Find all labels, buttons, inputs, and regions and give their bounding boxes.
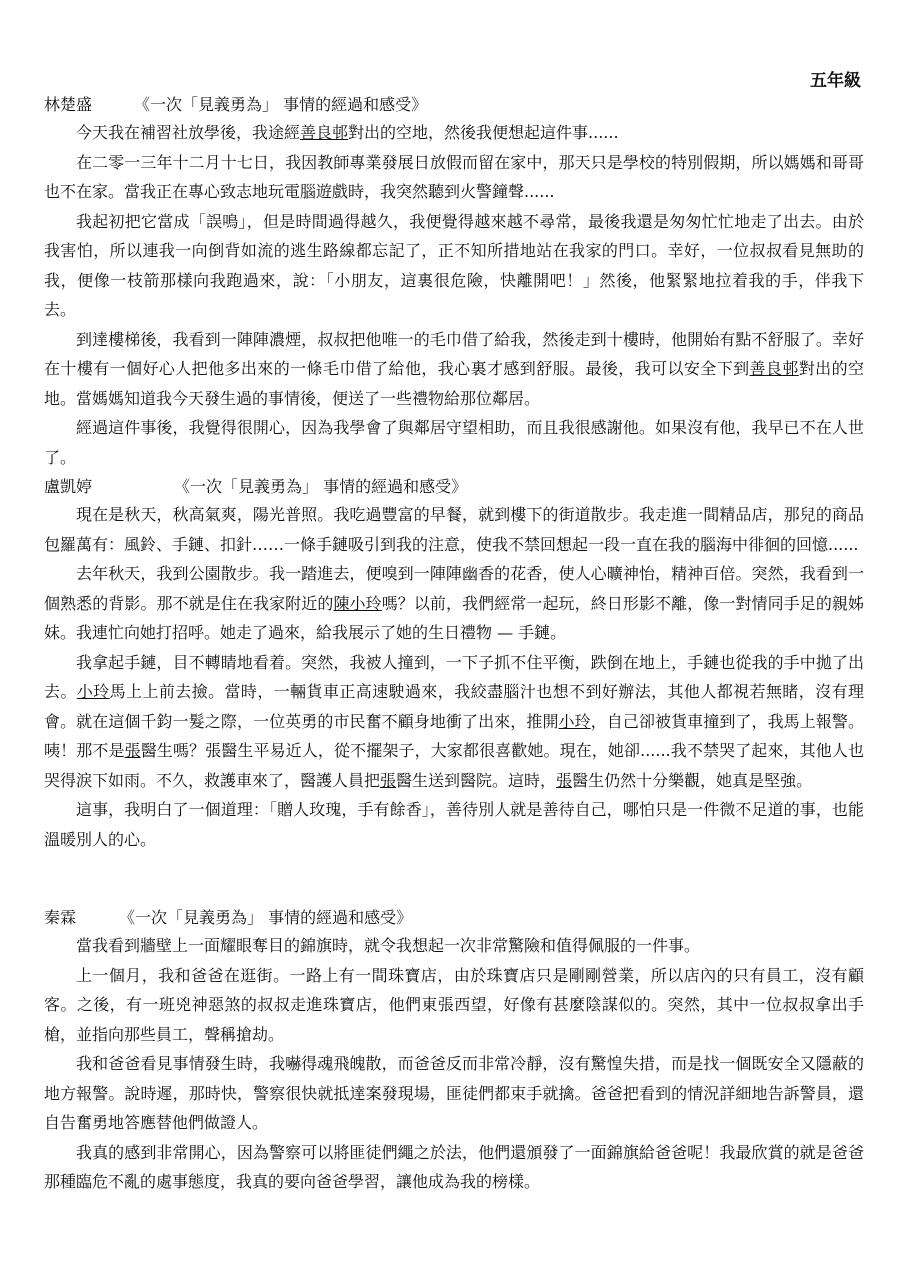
- text-run: 對出的空地。當媽媽知道我今天發生過的事情後，便送了一些禮物給那位鄰居。: [44, 359, 864, 408]
- text-run: 上一個月，我和爸爸在逛街。一路上有一間珠寶店，由於珠寶店只是剛剛營業，所以店內的只有員工，沒有顧客。之後，有一班兇神惡煞的叔叔走進珠寶店，他們東張西望，好像有甚麼陰謀似的。突然，其中一位叔叔拿出手槍，並指向那些員工，聲稱搶劫。: [44, 965, 864, 1044]
- text-run: 我起初把它當成「誤鳴」，但是時間過得越久，我便覺得越來越不尋常，最後我還是匆匆忙忙地走了出去。由於我害怕，所以連我一向倒背如流的逃生路線都忘記了，正不知所措地站在我家的門口。幸好，一位叔叔看見無助的我，便像一枝箭那樣向我跑過來，說：「小朋友，這裏很危險，快離開吧！」然後，他緊緊地拉着我的手，伴我下去。: [44, 211, 864, 319]
- underlined-name: 陳小玲: [333, 593, 382, 613]
- essay-title: 《一次「見義勇為」 事情的經過和感受》: [119, 908, 413, 927]
- paragraph: [44, 559, 864, 648]
- author-name: 盧凱婷: [44, 477, 93, 496]
- underlined-name: 善良邨: [749, 359, 799, 378]
- essay-3: [44, 905, 864, 1197]
- essay-header: [44, 474, 864, 500]
- essay-2: [44, 474, 864, 854]
- paragraph: [44, 148, 864, 207]
- underlined-name: 張: [380, 770, 397, 790]
- paragraph: [44, 118, 864, 148]
- text-run: 對出的空地，然後我便想起這件事......: [348, 123, 619, 142]
- text-run: 現在是秋天，秋高氣爽，陽光普照。我吃過豐富的早餐，就到樓下的街道散步。我走進一間精品店，那兒的商品包羅萬有：風鈴、手鏈、扣針……一條手鏈吸引到我的注意，使我不禁回想起一段一直在我的腦海中徘徊的回憶......: [44, 505, 864, 554]
- text-run: 經過這件事後，我覺得很開心，因為我學會了與鄰居守望相助，而且我很感謝他。如果沒有他，我早已不在人世了。: [44, 418, 864, 467]
- text-run: 醫生仍然十分樂觀，她真是堅強。: [572, 770, 813, 790]
- text-run: 到達樓梯後，我看到一陣陣濃煙，叔叔把他唯一的毛巾借了給我，然後走到十樓時，他開始有點不舒服了。幸好在十樓有一個好心人把他多出來的一條毛巾借了給他，我心裏才感到舒服。最後，我可以安全下到: [44, 329, 864, 378]
- essay-header: [44, 905, 864, 931]
- text-run: ，自己卻被貨車撞到了，我馬上報警。咦！那不是: [44, 711, 864, 760]
- paragraph: [44, 207, 864, 325]
- paragraph: [44, 500, 864, 559]
- paragraph: [44, 931, 864, 961]
- essay-body: [44, 931, 864, 1197]
- essay-1: [44, 92, 864, 472]
- essay-title: 《一次「見義勇為」 事情的經過和感受》: [174, 477, 468, 496]
- essay-header: [44, 92, 864, 118]
- text-run: 我真的感到非常開心，因為警察可以將匪徒們繩之於法，他們還頒發了一面錦旗給爸爸呢！我最欣賞的就是爸爸那種臨危不亂的處事態度，我真的要向爸爸學習，讓他成為我的榜樣。: [44, 1142, 864, 1191]
- text-run: 今天我在補習社放學後，我途經: [76, 123, 301, 142]
- essay-title: 《一次「見義勇為」 事情的經過和感受》: [134, 95, 428, 114]
- text-run: 醫生送到醫院。這時，: [396, 770, 557, 790]
- text-run: 馬上上前去撿。當時，一輛貨車正高速駛過來，我絞盡腦汁也想不到好辦法，其他人都視若無睹，沒有理會。就在這個千鈞一髮之際，一位英勇的市民奮不顧身地衝了出來，推開: [44, 682, 864, 731]
- paragraph: [44, 413, 864, 472]
- paragraph: [44, 648, 864, 796]
- essay-body: [44, 500, 864, 854]
- text-run: 當我看到牆壁上一面耀眼奪目的錦旗時，就令我想起一次非常驚險和值得佩服的一件事。: [76, 936, 701, 955]
- text-run: 去年秋天，我到公園散步。我一踏進去，便嗅到一陣陣幽香的花香，使人心曠神怡，精神百倍。突然，我看到一個熟悉的背影。那不就是住在我家附近的: [44, 564, 864, 613]
- paragraph: [44, 961, 864, 1050]
- essay-body: [44, 118, 864, 472]
- paragraph: [44, 325, 864, 414]
- author-name: 秦霖: [44, 908, 77, 927]
- text-run: 醫生嗎？張醫生平易近人，從不擺架子，大家都很喜歡她。現在，她卻......我不禁哭了起來，其他人也哭得淚下如雨。不久，救護車來了，醫護人員把: [44, 741, 864, 790]
- text-run: 我和爸爸看見事情發生時，我嚇得魂飛魄散，而爸爸反而非常冷靜，沒有驚惶失措，而是找一個既安全又隱蔽的地方報警。說時遲，那時快，警察很快就抵達案發現場，匪徒們都束手就擒。爸爸把看到的情況詳細地告訴警員，還自告奮勇地答應替他們做證人。: [44, 1054, 864, 1132]
- paragraph: [44, 1138, 864, 1197]
- underlined-name: 善良邨: [300, 123, 349, 142]
- underlined-name: 小玲: [558, 711, 591, 731]
- underlined-name: 張: [124, 741, 141, 760]
- paragraph: [44, 795, 864, 854]
- text-run: 在二零一三年十二月十七日，我因教師專業發展日放假而留在家中，那天只是學校的特別假期，所以媽媽和哥哥也不在家。當我正在專心致志地玩電腦遊戲時，我突然聽到火警鐘聲......: [44, 152, 864, 201]
- text-run: 我拿起手鏈，目不轉睛地看着。突然，我被人撞到，一下子抓不住平衡，跌倒在地上，手鏈也從我的手中拋了出去。: [44, 652, 864, 701]
- text-run: 嗎？以前，我們經常一起玩，終日形影不離，像一對情同手足的親姊妹。我連忙向她打招呼。她走了過來，給我展示了她的生日禮物 — 手鏈。: [44, 593, 864, 642]
- grade-label: 五年級: [810, 71, 861, 91]
- underlined-name: 小玲: [76, 682, 110, 701]
- text-run: 這事，我明白了一個道理：「贈人玫瑰，手有餘香」，善待別人就是善待自己，哪怕只是一件微不足道的事，也能溫暖別人的心。: [44, 800, 864, 849]
- paragraph: [44, 1049, 864, 1138]
- author-name: 林楚盛: [44, 95, 93, 114]
- underlined-name: 張: [556, 770, 573, 790]
